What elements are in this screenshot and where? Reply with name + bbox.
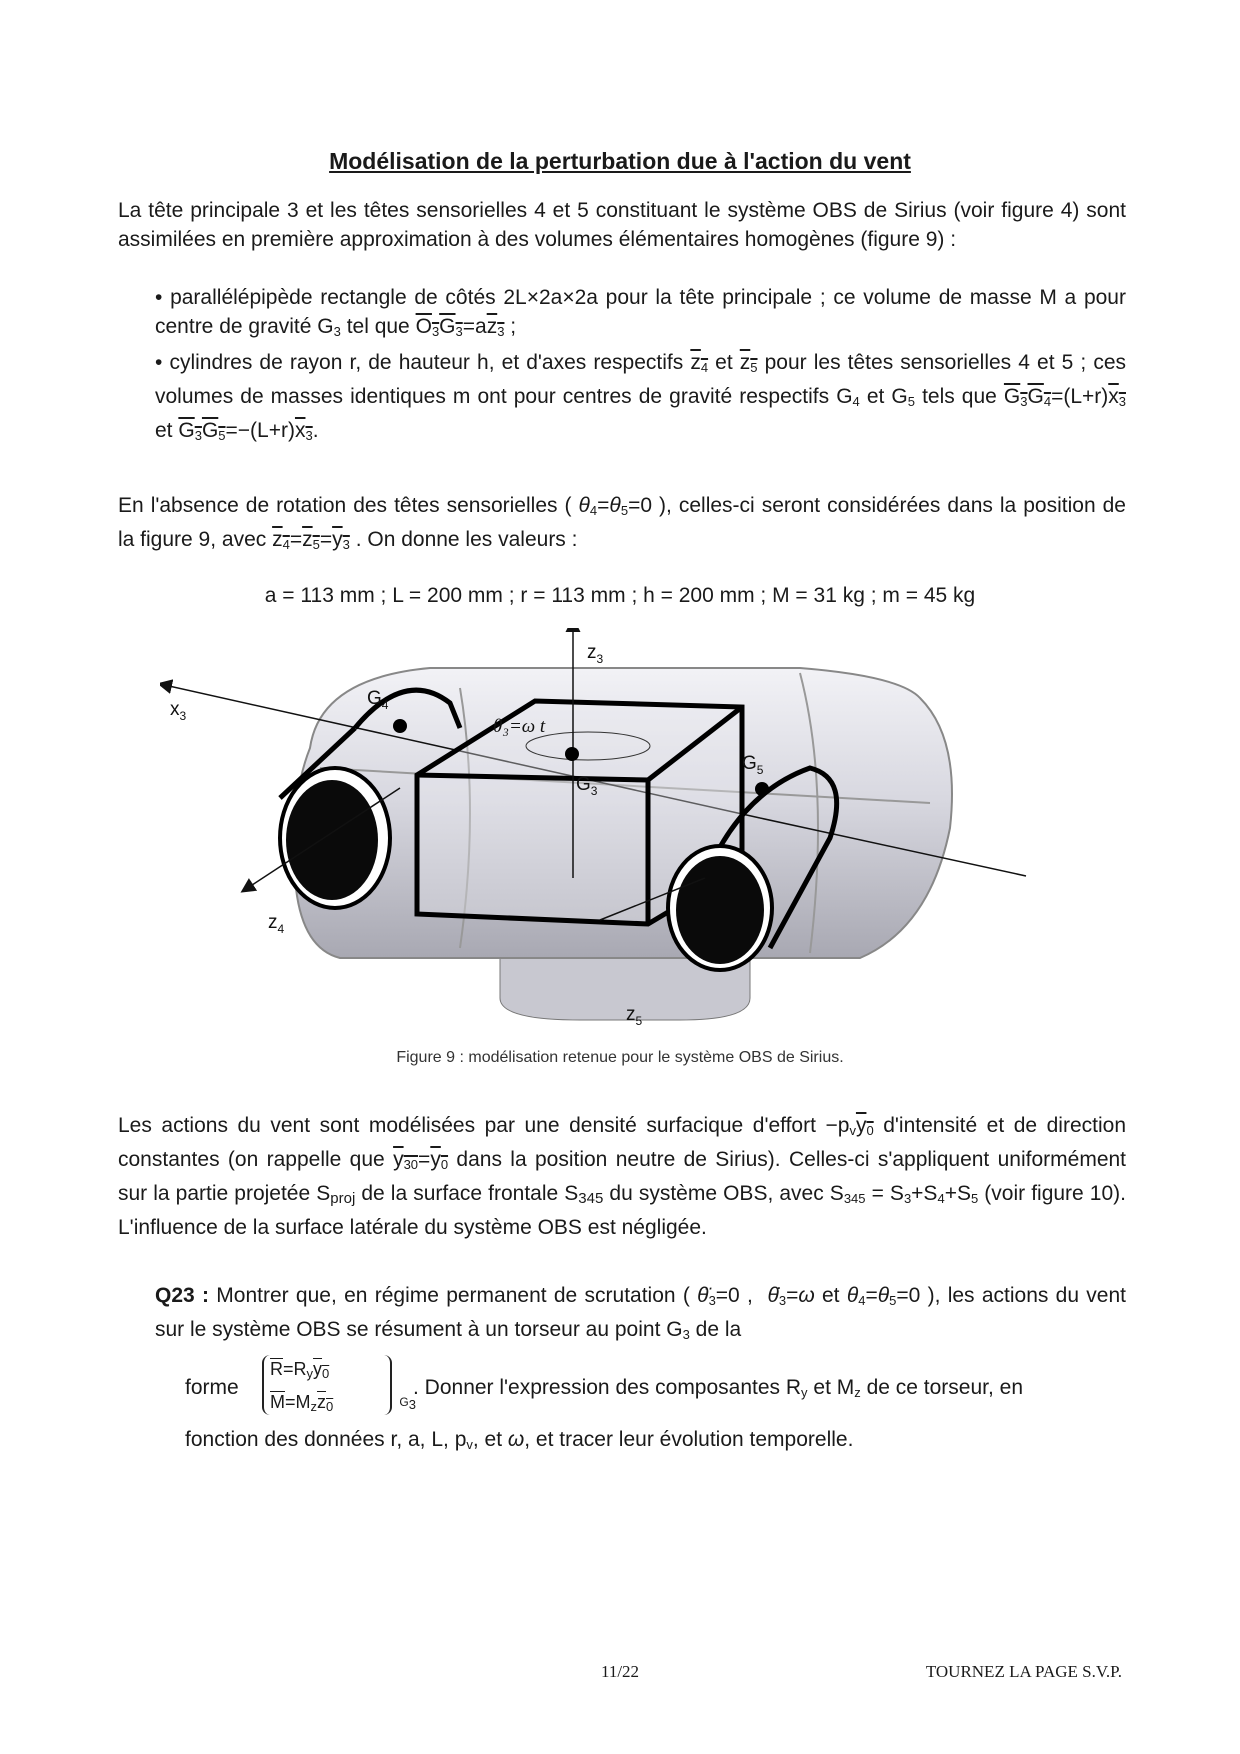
- question-q23: [155, 1281, 1126, 1459]
- g3-label: $G_3$: [576, 774, 598, 798]
- figure-9: [160, 628, 1040, 1040]
- footer-note: TOURNEZ LA PAGE S.V.P.: [925, 1662, 1122, 1681]
- page-title: Modélisation de la perturbation due à l'action du vent: [329, 148, 911, 174]
- page-number: 11/22: [600, 1662, 640, 1681]
- bullet-parallelepiped: • parallélépipède rectangle de côtés 2L×2a×2a pour la tête principale ; ce volume de masse M a pour centre de gravité $G_3$ tel que $O_3G_3=az_3$ ;: [155, 286, 1126, 339]
- intro-paragraph: La tête principale 3 et les têtes sensorielles 4 et 5 constituant le système OBS de Sirius (voir figure 4) sont assimilées en première approximation à des volumes élémentaires homogènes (figure 9) :: [118, 199, 1126, 251]
- q23-label: Q23 :: [155, 1284, 209, 1307]
- theta-label: θ₃=ω t: [493, 716, 546, 737]
- wind-paragraph: Les actions du vent sont modélisées par une densité surfacique d'effort $-p_vy_0$ d'intensité et de direction constantes (on rappelle que $y_{30}=y_0$ dans la position neutre de Sirius). Celles-ci s'appliquent uniformément sur la partie projetée $S_{proj}$ de la surface frontale $S_{345}$ du système OBS, avec $S_{345} = S_3+S_4+S_5$ (voir figure 10). L'influence de la surface latérale du système OBS est négligée.: [118, 1114, 1127, 1239]
- og3-expr: $O_3G_3=az_3$: [415, 315, 505, 339]
- values-line: a = 113 mm ; L = 200 mm ; r = 113 mm ; h = 200 mm ; M = 31 kg ; m = 45 kg: [264, 584, 976, 607]
- figure-caption: Figure 9 : modélisation retenue pour le système OBS de Sirius.: [396, 1049, 844, 1066]
- dims-expr: 2L×2a×2a: [503, 286, 598, 309]
- x3-label: $x_3$: [170, 699, 187, 723]
- torseur-expr: $\overline{R}=R_yy_0$ $\overline{M}=M_zz_0$ $G_3$: [262, 1355, 392, 1415]
- bullet-cylinders: • cylindres de rayon r, de hauteur h, et d'axes respectifs $z_4$ et $z_5$ pour les têtes sensorielles 4 et 5 ; ces volumes de masses identiques m ont pour centres de gravité respectifs $G_4$ et $G_5$ tels que $G_3G_4=(L+r)x_3$ et $G_3G_5=-(L+r)x_3$.: [155, 351, 1126, 443]
- q23-last-line: fonction des données r, a, L, $p_v$, et ω, et tracer leur évolution temporelle.: [185, 1428, 854, 1452]
- g3g5-expr: $G_3G_5=-(L+r)x_3$: [178, 419, 313, 443]
- g5-label: $G_5$: [742, 753, 764, 777]
- z3-label: $z_3$: [587, 642, 604, 666]
- z5-label: $z_5$: [626, 1004, 643, 1028]
- g4-label: $G_4$: [367, 688, 389, 712]
- g3-point: [565, 747, 579, 761]
- q23-torseur-line: forme $\overline{R}=R_yy_0$ $\overline{M}=M_zz_0$ $G_3$ . Donner l'expression des composantes $R_y$ et $M_z$ de ce torseur, en: [155, 1355, 1126, 1419]
- q23-line1: Q23 : Montrer que, en régime permanent de scrutation ( $\thetä_3=0$ , $\thetȧ_3=\omega$ et $\theta_4=\theta_5=0$ ), les actions du vent sur le système OBS se résument à un torseur au point $G_3$ de la: [155, 1284, 1127, 1342]
- g4-point: [393, 719, 407, 733]
- bullet-list: [155, 283, 1126, 452]
- g5-point: [755, 782, 769, 796]
- g3g4-expr: $G_3G_4=(L+r)x_3$: [1003, 385, 1126, 409]
- absence-paragraph: En l'absence de rotation des têtes sensorielles ( $\theta_4=\theta_5=0$ ), celles-ci seront considérées dans la position de la figure 9, avec $z_4=z_5=y_3$ . On donne les valeurs :: [118, 494, 1126, 552]
- z4-label: $z_4$: [268, 912, 285, 936]
